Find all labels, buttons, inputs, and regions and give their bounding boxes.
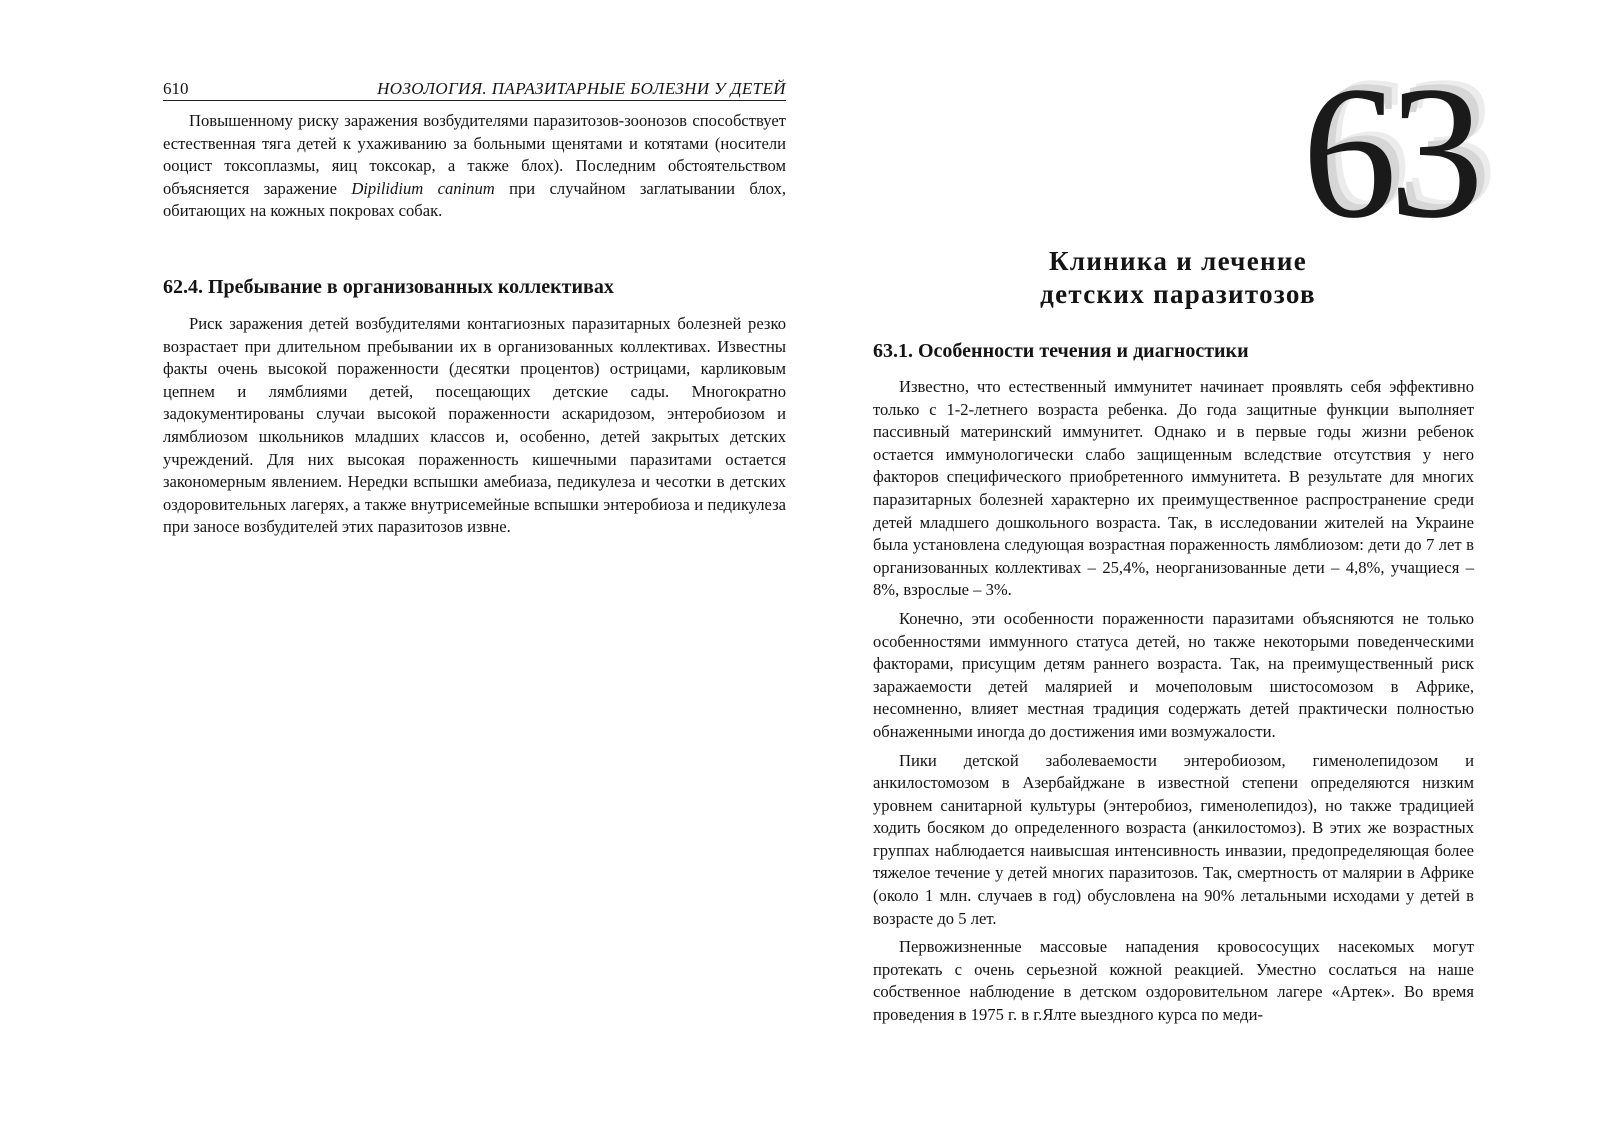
section-63-1-text [873, 376, 1474, 1027]
intro-text-block [163, 110, 786, 223]
running-head [163, 78, 786, 101]
paragraph-4: Первожизненные массовые нападения кровососущих насекомых могут протекать с очень серьезной кожной реакцией. Уместно сослаться на наше собственное наблюдение в детском оздоровительном лагере «Артек». Во время проведения в 1975 г. в г.Ялте выездного курса по меди- [873, 937, 1474, 1025]
paragraph-1: Известно, что естественный иммунитет начинает проявлять себя эффективно только с 1-2-летнего возраста ребенка. До года защитные функции выполняет пассивный материнский иммунитет. Однако и в первые годы жизни ребенок остается иммунологически слабо защищенным вследствие отсутствия у него факторов специфического приобретенного иммунитета. В результате для многих паразитарных болезней характерно их преимущественное распространение среди детей младшего дошкольного возраста. Так, в исследовании жителей на Украине была установлена следующая возрастная пораженность лямблиозом: дети до 7 лет в организованных коллективах – 25,4%, неорганизованные дети – 4,8%, учащиеся – 8%, взрослые – 3%. [873, 377, 1474, 600]
intro-paragraph: Повышенному риску заражения возбудителями паразитозов-зоонозов способствует естественная тяга детей к ухаживанию за больными щенятами и котятами (носители ооцист токсоплазмы, яиц токсокар, а также блох). Последним обстоятельством объясняется заражение Dipilidium caninum при случайном заглатывании блох, обитающих на кожных покровах собак. [163, 111, 786, 221]
paragraph-3: Пики детской заболеваемости энтеробиозом, гименолепидозом и анкилостомозом в Азербайджане в известной степени определяются низким уровнем санитарной культуры (энтеробиоз, гименолепидоз), но также традицией ходить босяком до определенного возраста (анкилостомоз). В этих же возрастных группах наблюдается наивысшая интенсивность инвазии, предопределяющая более тяжелое течение у детей многих паразитозов. Так, смертность от малярии в Африке (около 1 млн. случаев в год) обусловлена на 90% летальными исходами у детей в возрасте до 5 лет. [873, 750, 1474, 928]
chapter-title-line-1: Клиника и лечение [1049, 246, 1307, 276]
running-title: НОЗОЛОГИЯ. ПАРАЗИТАРНЫЕ БОЛЕЗНИ У ДЕТЕЙ [377, 79, 786, 98]
species-name: Dipilidium caninum [351, 178, 495, 198]
paragraph-2: Конечно, эти особенности пораженности паразитами объясняются не только особенностями иммунного статуса детей, но также некоторыми поведенческими факторами, присущим детям раннего возраста. Так, на преимущественный риск заражаемости детей малярией и мочеполовым шистосомозом в Африке, несомненно, влияет местная традиция содержать детей практически полностью обнаженными иногда до достижения ими возмужалости. [873, 608, 1474, 741]
chapter-number: 63 [1302, 48, 1476, 258]
page-number: 610 [163, 79, 189, 98]
chapter-title-line-2: детских паразитозов [1040, 279, 1316, 309]
section-62-4-text [163, 313, 786, 539]
section-heading-63-1: 63.1. Особенности течения и диагностики [873, 340, 1249, 362]
section-heading-62-4: 62.4. Пребывание в организованных коллективах [163, 276, 614, 298]
chapter-title [988, 245, 1368, 311]
section-62-4-paragraph: Риск заражения детей возбудителями контагиозных паразитарных болезней резко возрастает при длительном пребывании их в организованных коллективах. Известны факты очень высокой пораженности (десятки процентов) острицами, карликовым цепнем и лямблиями детей, посещающих детские сады. Многократно задокументированы случаи высокой пораженности аскаридозом, энтеробиозом и лямблиозом школьников младших классов и, особенно, детей закрытых детских учреждений. Для них высокая пораженность кишечными паразитами остается закономерным явлением. Нередки вспышки амебиаза, педикулеза и чесотки в детских оздоровительных лагерях, а также внутрисемейные вспышки энтеробиоза и педикулеза при заносе возбудителей этих паразитозов извне. [163, 314, 786, 537]
